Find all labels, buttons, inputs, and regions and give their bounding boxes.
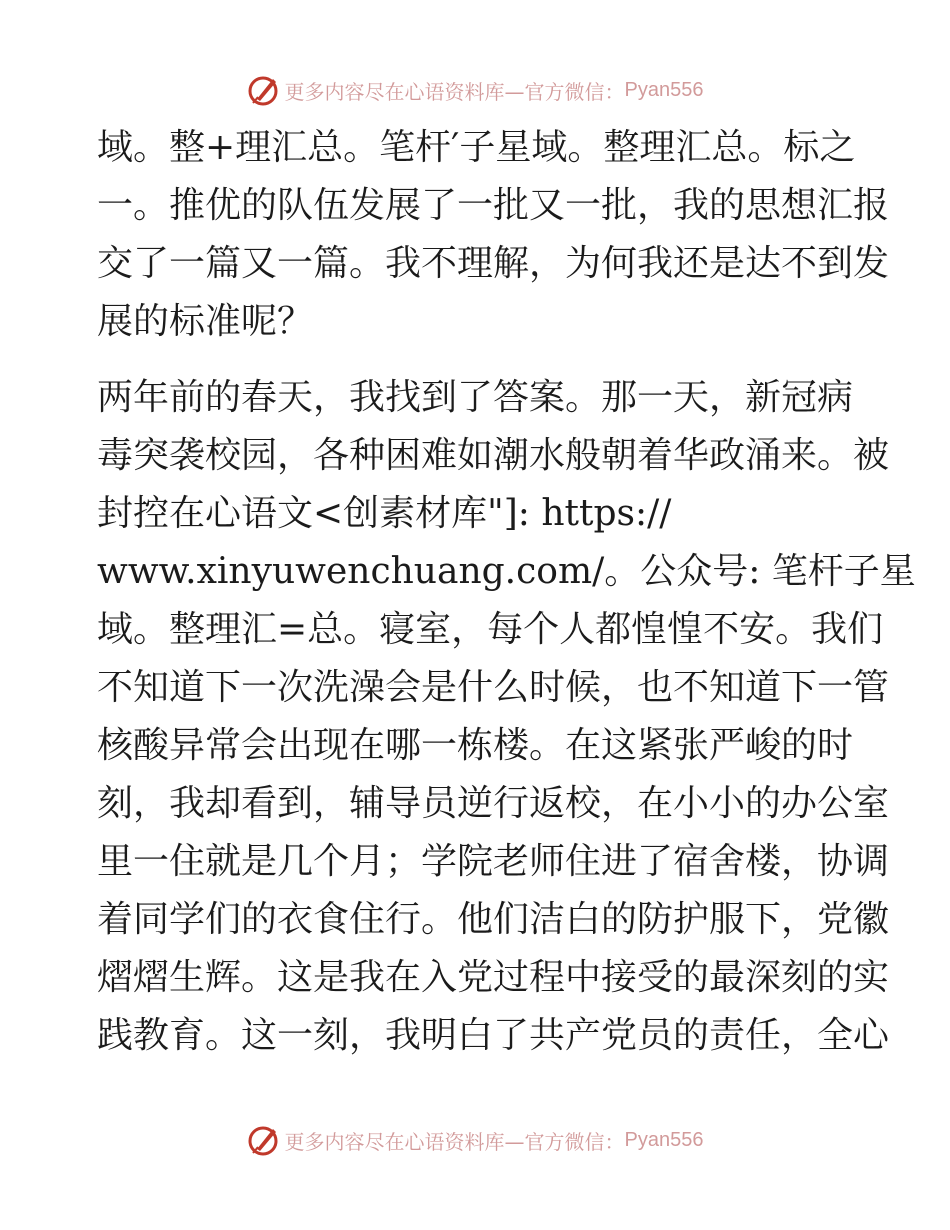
text-line: 践教育。这一刻，我明白了共产党员的责任，全心 — [97, 1015, 890, 1056]
text-line: 毒突袭校园，各种困难如潮水般朝着华政涌来。被 — [97, 435, 890, 476]
footer-banner — [0, 1120, 950, 1160]
header-banner — [0, 70, 950, 110]
text-line: 交了一篇又一篇。我不理解，为何我还是达不到发 — [97, 243, 890, 284]
text-line: 域。整理汇=总。寝室，每个人都惶惶不安。我们 — [97, 609, 884, 650]
footer-brand-text: 更多内容尽在心语资料库—官方微信： — [284, 1129, 625, 1154]
text-line: www.xinyuwenchuang.com/。公众号: 笔杆子星 — [97, 551, 916, 592]
paragraph-2 — [97, 369, 916, 1065]
text-line: 熠熠生辉。这是我在入党过程中接受的最深刻的实 — [97, 957, 890, 998]
header-wechat-handle: Pyan556 — [624, 78, 704, 101]
text-line: 一。推优的队伍发展了一批又一批，我的思想汇报 — [97, 185, 890, 226]
document-body — [97, 119, 916, 1065]
text-line: 核酸异常会出现在哪一栋楼。在这紧张严峻的时 — [97, 725, 854, 766]
text-line: 展的标准呢？ — [97, 301, 314, 342]
quill-logo-icon — [247, 73, 281, 107]
header-brand-text: 更多内容尽在心语资料库—官方微信： — [284, 79, 625, 104]
text-line: 域。整+理汇总。笔杆′子星域。整理汇总。标之 — [97, 127, 856, 168]
text-line: 里一住就是几个月；学院老师住进了宿舍楼，协调 — [97, 841, 890, 882]
text-line: 着同学们的衣食住行。他们洁白的防护服下，党徽 — [97, 899, 890, 940]
quill-logo-icon — [247, 1123, 281, 1157]
text-line: 两年前的春天，我找到了答案。那一天，新冠病 — [97, 377, 854, 418]
footer-wechat-handle: Pyan556 — [624, 1128, 704, 1151]
text-line: 刻，我却看到，辅导员逆行返校，在小小的办公室 — [97, 783, 890, 824]
text-line: 不知道下一次洗澡会是什么时候，也不知道下一管 — [97, 667, 890, 708]
text-line: 封控在心语文<创素材库"]: https:// — [97, 493, 672, 534]
paragraph-gap — [97, 351, 857, 369]
paragraph-1 — [97, 119, 890, 351]
